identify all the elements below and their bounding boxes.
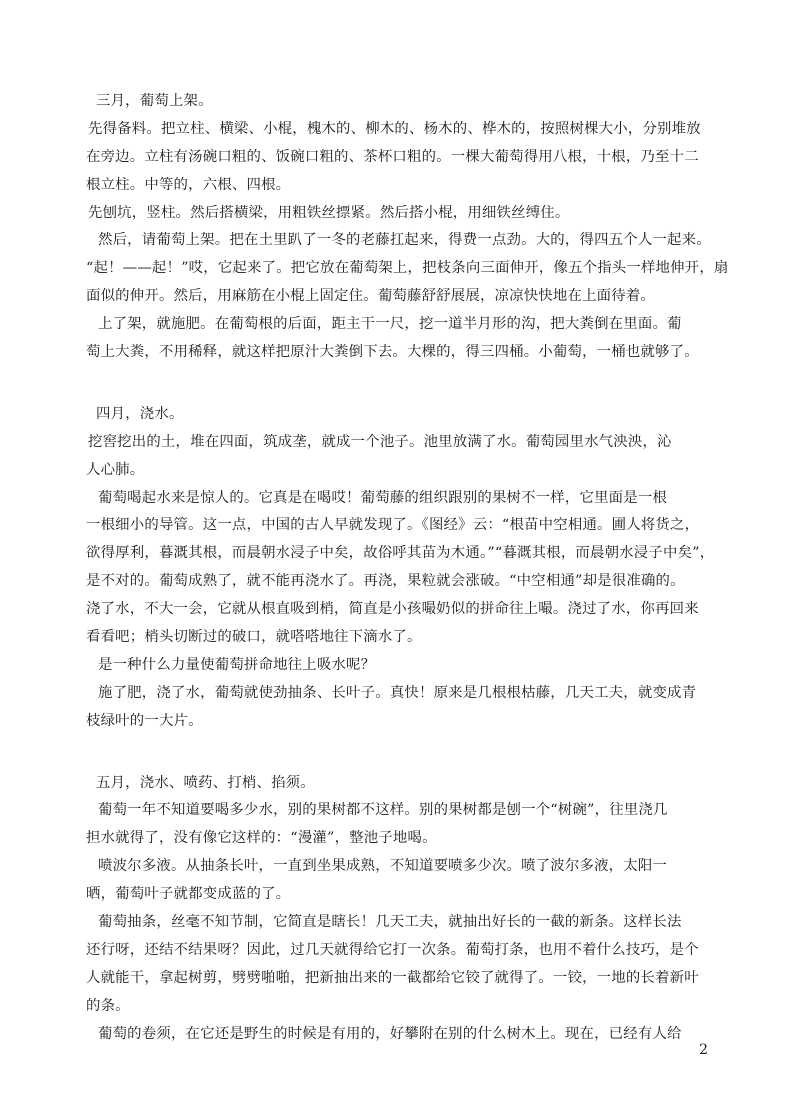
paragraph-line: 是一种什么力量使葡萄拼命地往上吸水呢？ — [98, 656, 376, 673]
paragraph-line: 葡萄抽条，丝毫不知节制，它简直是瞎长！几天工夫，就抽出好长的一截的新条。这样长法 — [98, 914, 682, 931]
section-heading: 五月，浇水、喷药、打梢、掐须。 — [96, 774, 315, 791]
paragraph-line: 枝绿叶的一大片。 — [86, 712, 203, 729]
paragraph-line: 人就能干，拿起树剪，劈劈啪啪，把新抽出来的一截都给它铰了就得了。一铰，一地的长着新叶 — [86, 969, 699, 986]
paragraph-line: 晒，葡萄叶子就都变成蓝的了。 — [86, 886, 291, 903]
section-may — [86, 770, 716, 1049]
paragraph-line: 葡萄的卷须，在它还是野生的时候是有用的，好攀附在别的什么树木上。现在，已经有人给 — [98, 1025, 682, 1042]
paragraph-line: 上了架，就施肥。在葡萄根的后面，距主干一尺，挖一道半月形的沟，把大粪倒在里面。葡 — [98, 316, 682, 333]
paragraph-line: 的条。 — [86, 997, 130, 1014]
paragraph-line: 一根细小的导管。这一点，中国的古人早就发现了。《图经》云：“根苗中空相通。圃人将货之， — [86, 517, 700, 534]
paragraph-line: 在旁边。立柱有汤碗口粗的、饭碗口粗的、茶杯口粗的。一棵大葡萄得用八根，十根，乃至十二 — [86, 148, 699, 165]
paragraph-line: 葡萄一年不知道要喝多少水，别的果树都不这样。别的果树都是刨一个“树碗”，往里浇几 — [98, 802, 668, 819]
paragraph-line: 欲得厚利，暮溉其根，而晨朝水浸子中矣，故俗呼其苗为木通。”“暮溉其根，而晨朝水浸子中矣”， — [86, 545, 715, 562]
paragraph-line: 看看吧；梢头切断过的破口，就嗒嗒地往下滴水了。 — [86, 629, 422, 646]
section-heading: 三月，葡萄上架。 — [96, 93, 213, 109]
document-body — [86, 88, 729, 1049]
paragraph-line: 担水就得了，没有像它这样的：“漫灌”，整池子地喝。 — [86, 830, 437, 847]
paragraph-line: 根立柱。中等的，六根、四根。 — [86, 176, 291, 193]
section-march — [86, 88, 729, 367]
paragraph-line: 先得备料。把立柱、横梁、小棍，槐木的、柳木的、杨木的、桦木的，按照树棵大小，分别堆放 — [88, 120, 701, 137]
paragraph-line: 还行呀，还结不结果呀？因此，过几天就得给它打一次条。葡萄打条，也用不着什么技巧，是个 — [86, 941, 699, 958]
section-april — [86, 401, 716, 736]
paragraph-line: 浇了水，不大一会，它就从根直吸到梢，简直是小孩嘬奶似的拼命往上嘬。浇过了水，你再回来 — [86, 601, 699, 618]
paragraph-line: 喷波尔多液。从抽条长叶，一直到坐果成熟，不知道要喷多少次。喷了波尔多液，太阳一 — [98, 858, 668, 875]
paragraph-line: “起！——起！”哎，它起来了。把它放在葡萄架上，把枝条向三面伸开，像五个指头一样地伸开，扇 — [86, 260, 729, 277]
paragraph-line: 是不对的。葡萄成熟了，就不能再浇水了。再浇，果粒就会涨破。“中空相通”却是很准确的。 — [86, 573, 685, 590]
page-number: 2 — [699, 1042, 708, 1058]
paragraph-line: 人心肺。 — [86, 461, 145, 478]
paragraph-line: 施了肥，浇了水，葡萄就使劲抽条、长叶子。真快！原来是几根根枯藤，几天工夫，就变成青 — [98, 684, 697, 701]
paragraph-line: 萄上大粪，不用稀释，就这样把原汁大粪倒下去。大棵的，得三四桶。小葡萄，一桶也就够了。 — [86, 344, 699, 361]
paragraph-line: 挖窖挖出的土，堆在四面，筑成垄，就成一个池子。池里放满了水。葡萄园里水气泱泱，沁 — [88, 433, 672, 450]
paragraph-line: 面似的伸开。然后，用麻筋在小棍上固定住。葡萄藤舒舒展展，凉凉快快地在上面待着。 — [86, 288, 656, 305]
paragraph-line: 先刨坑，竖柱。然后搭横梁，用粗铁丝摽紧。然后搭小棍，用细铁丝缚住。 — [88, 204, 570, 221]
paragraph-line: 葡萄喝起水来是惊人的。它真是在喝哎！葡萄藤的组织跟别的果树不一样，它里面是一根 — [98, 489, 668, 506]
paragraph-line: 然后，请葡萄上架。把在土里趴了一冬的老藤扛起来，得费一点劲。大的，得四五个人一起来。 — [98, 232, 711, 249]
section-heading: 四月，浇水。 — [96, 405, 184, 422]
